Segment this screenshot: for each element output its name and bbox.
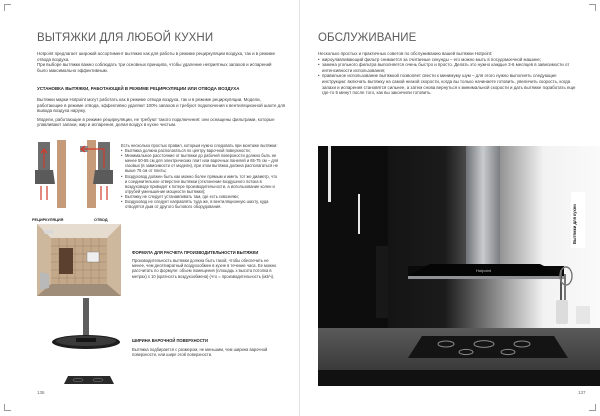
ceiling-hood [43, 230, 55, 234]
left-page-number: 136 [37, 390, 45, 395]
formula-heading: ФОРМУЛА ДЛЯ РАСЧЕТА ПРОИЗВОДИТЕЛЬНОСТИ ВЫТЯЖКИ [132, 250, 259, 255]
width-text: Вытяжка подбирается с размером, не меньшим, чем ширина варочной поверхности, или шире этой поверхности. [132, 347, 268, 358]
room-floor [37, 284, 121, 296]
hood-chimney [466, 146, 500, 268]
room-door [59, 248, 73, 274]
kitchen-photo [318, 146, 600, 386]
hood-trim [408, 276, 564, 279]
maintenance-tips-list [318, 57, 580, 96]
install-heading: УСТАНОВКА ВЫТЯЖКИ, РАБОТАЮЩЕЙ В РЕЖИМЕ РЕЦИРКУЛЯЦИИ ИЛИ ОТВОДА ВОЗДУХА [37, 86, 240, 91]
left-page-title: ВЫТЯЖКИ ДЛЯ ЛЮБОЙ КУХНИ [37, 32, 214, 44]
list-item: • Воздуховод должен быть как можно более прямым и иметь тот же диаметр, что и соединительное отверстие вытяжки (отклонение воздушного потока в воздуховоде приводит к потере производительности, а использование колен и отрубей уменьшение мощности вытяжки); [121, 174, 279, 194]
cabinet-handle [328, 146, 331, 202]
cabinet-handle [358, 194, 360, 234]
kitchen-room-illustration [37, 224, 121, 296]
list-item: • Вытяжка должна располагаться по центру варочной поверхности; [121, 148, 279, 153]
intro-paragraph: При выборе вытяжки важно соблюдать три основных принципа, чтобы удаление неприятных запахов и испарений было максимально эффективным. [37, 62, 272, 73]
side-tab-label: Вытяжки для кухни [572, 204, 577, 244]
diagram-label-exhaust: ОТВОД [94, 218, 108, 222]
utensil [564, 274, 566, 300]
list-item: • Вытяжку не следует устанавливать там, где есть сквозняки; [121, 194, 279, 199]
exhaust-hood [93, 170, 113, 184]
crop-mark [589, 4, 596, 11]
install-text [37, 97, 287, 128]
utensil-jar [556, 300, 568, 324]
rules-list [121, 148, 279, 209]
crop-mark [4, 404, 11, 411]
rules-intro: Есть несколько простых правил, которым нужно следовать при монтаже вытяжки: [121, 143, 278, 148]
recirc-wall [57, 140, 66, 208]
recirc-hood [35, 170, 55, 184]
cooktop-image [64, 370, 114, 390]
recirc-exhaust-diagram [35, 140, 113, 218]
side-tab [571, 192, 585, 248]
crop-mark [589, 404, 596, 411]
list-item: • Минимальное расстояние от вытяжки до рабочей поверхности должно быть не менее 50-55 см для электрических плит или варочных панелей и 65-75 см – для газовых (в зависимости от модели), при этом вытяжка должна располагаться не выше 75 см от плиты; [121, 153, 279, 173]
install-paragraph: Вытяжки марки Hotpoint могут работать как в режиме отвода воздуха, так и в режиме рециркуляции. Модели, работающие в режиме отвода, эффективно удаляют 100% запахов и требуют подключения к вентиляционной шахте для вывода воздуха наружу. [37, 97, 286, 114]
right-page-title: ОБСЛУЖИВАНИЕ [318, 32, 417, 44]
right-page-number: 137 [578, 390, 586, 395]
intro-paragraph: Hotpoint предлагает широкий ассортимент вытяжек как для работы в режиме рециркуляции воздуха, так и в режиме отвода воздуха. [37, 51, 276, 62]
diagram-label-recirc: РЕЦИРКУЛЯЦИЯ [32, 218, 64, 222]
hood-body [76, 338, 96, 342]
list-item: • замена угольного фильтра выполняется очень быстро и просто. Делать это нужно каждые 3-6 месяцев в зависимости от интенсивности использования; [318, 62, 580, 73]
formula-text: Производительность вытяжки должна быть такой, чтобы обеспечить не менее, чем десятикратный воздухообмен в кухне в течение часа. Ее можно рассчитать по формуле: объем помещения (площадь x высота потолка в метрах) x 10 (кратность воздухообмена) (что = производительность (м3/ч). [132, 258, 277, 279]
install-paragraph: Модели, работающие в режиме рециркуляции, не требуют такого подключения: они оснащены фильтрами, которые улавливают запахи, жир и испарения, делая воздух в кухне чистым. [37, 116, 275, 128]
cabinet-side [376, 246, 388, 318]
crop-mark [4, 4, 11, 11]
maintenance-intro: Несколько простых и практичных советов по обслуживанию вашей вытяжки Hotpoint: [318, 51, 493, 56]
hood-chimney [83, 298, 89, 336]
hood-brand-logo: Hotpoint [476, 268, 491, 273]
install-rules [121, 143, 279, 209]
kitchen-counter [40, 272, 49, 290]
island-hood-image [48, 298, 122, 368]
cabinet-front [318, 370, 600, 386]
maintenance-text [318, 51, 580, 96]
canister [576, 306, 590, 324]
kitchen-photo-scene [318, 146, 600, 386]
cooktop-surface [64, 376, 114, 384]
list-item: • правильное использование вытяжкой позволяет свести к минимуму шум – для этого нужно выполнять следующие инструкции: включать вытяжку на самой низкой скорости, когда вы только начинаете готовить, увеличить скорость, когда запахи и испарения становятся сильнее, а затем снова вернуться к минимальной скорости и дать вытяжке поработать еще где-то 5 минут после того, как вы закончили готовить. [318, 73, 580, 95]
list-item: • Воздуховод не следует направлять туда же, в вентиляционную шахту, куда отводятся дым от другого бытового оборудования. [121, 199, 279, 209]
width-heading: ШИРИНА ВАРОЧНОЙ ПОВЕРХНОСТИ [132, 338, 209, 343]
left-intro [37, 51, 277, 73]
room-window [87, 252, 99, 262]
list-item: • жироулавливающий фильтр снимается за считанные секунды – его можно мыть в посудомоечной машине; [318, 57, 580, 63]
